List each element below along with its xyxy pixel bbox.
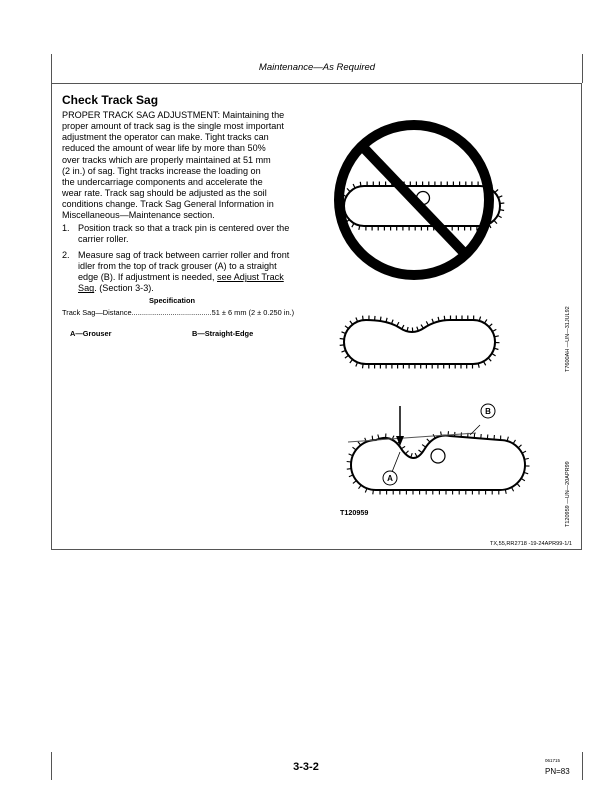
intro-paragraph [62, 110, 312, 222]
intro-line: (2 in.) of sag. Tight tracks increase the loading on [62, 165, 261, 176]
grouser-tooth [402, 325, 404, 329]
legend-grouser: A—Grouser [70, 329, 112, 338]
grouser-tooth [353, 447, 357, 450]
grouser-tooth [426, 321, 428, 325]
step-number: 2. [62, 250, 70, 260]
grouser-tooth [494, 220, 497, 223]
intro-line: adjustment the operator can make. Tight tracks can [62, 132, 269, 143]
grouser-tooth [498, 196, 502, 198]
running-head: Maintenance—As Required [258, 62, 376, 73]
step-line [78, 272, 322, 283]
step-text: edge (B). If adjustment is needed, [78, 272, 218, 283]
prohibited-sign-icon [339, 125, 489, 275]
page-number: 3-3-2 [293, 761, 319, 773]
grouser-tooth [405, 451, 408, 454]
intro-line: the undercarriage components and accelerate the [62, 176, 263, 187]
grouser-tooth [359, 485, 362, 489]
grouser-tooth [401, 446, 405, 448]
legend-straight-edge: B—Straight-Edge [192, 329, 254, 338]
grouser-tooth [363, 364, 364, 369]
correct-track-illustration [340, 316, 500, 369]
document-code: 061715 [545, 758, 561, 763]
grouser-tooth [356, 318, 358, 322]
grouser-tooth [432, 319, 434, 323]
grouser-tooth [345, 326, 349, 329]
grouser-tooth [345, 355, 349, 358]
grouser-tooth [492, 354, 496, 356]
grouser-tooth [372, 436, 373, 441]
intro-line: proper amount of track sag is the single most important [62, 121, 284, 132]
leader-a [392, 452, 400, 472]
grouser-tooth [380, 317, 381, 321]
grouser-tooth [340, 345, 345, 346]
grouser-tooth [356, 362, 358, 366]
grouser-tooth [352, 223, 354, 227]
section-title: Check Track Sag [62, 93, 159, 107]
grouser-tooth [347, 462, 352, 463]
grouser-tooth [419, 450, 423, 453]
spec-track-sag-distance: Track Sag—Distance.......................................51 ± 6 mm (2 ± 0.250 in.) [62, 308, 295, 317]
adjust-track-sag-link-continued[interactable]: Sag [78, 283, 95, 294]
grouser-tooth [444, 316, 445, 321]
grouser-tooth [500, 203, 505, 204]
grouser-tooth [342, 332, 346, 334]
callout-a-letter: A [387, 474, 393, 483]
figure-label: T120959 [340, 508, 369, 517]
grouser-tooth [363, 316, 364, 321]
step-text: . (Section 3-3). [94, 283, 154, 294]
grouser-tooth [350, 359, 353, 363]
grouser-tooth [422, 445, 426, 448]
grouser-tooth [392, 320, 394, 324]
intro-line: over tracks which are properly maintained at 51 mm [62, 154, 271, 165]
step-number: 1. [62, 223, 70, 233]
grouser-tooth [485, 319, 487, 323]
grouser-tooth [373, 490, 374, 494]
grouser-tooth [353, 481, 357, 484]
intro-line: reduced the amount of wear life by more than 50% [62, 143, 266, 154]
grouser-tooth [488, 358, 491, 361]
step-line: Measure sag of track between carrier roller and front [78, 250, 290, 260]
step-line: Position track so that a track pin is centered over the [78, 223, 290, 233]
intro-line: conditions change. Track Sag General Information in [62, 199, 274, 210]
callout-b-letter: B [485, 407, 491, 416]
grouser-tooth [518, 445, 521, 448]
grouser-tooth [521, 478, 525, 480]
side-id-top: T7600AH —UN—31JUL92 [565, 306, 571, 372]
pn-number: PN=83 [545, 767, 570, 776]
grouser-tooth [360, 182, 361, 186]
intro-line: wear rate. Track sag should be adjusted as the soil [62, 188, 267, 199]
grouser-tooth [358, 442, 361, 446]
grouser-tooth [513, 440, 515, 444]
grouser-tooth [489, 324, 492, 327]
intro-line: PROPER TRACK SAG ADJUSTMENT: Maintaining the [62, 110, 285, 120]
grouser-tooth [350, 321, 353, 325]
grouser-tooth [427, 439, 430, 442]
grouser-tooth [397, 322, 399, 326]
grouser-tooth [340, 339, 345, 340]
step-line [78, 283, 322, 294]
grouser-tooth [421, 325, 424, 329]
track-grousers-correct [340, 316, 500, 369]
side-id-bottom: T120959 —UN—20APR99 [565, 461, 571, 527]
reference-code: TX,55,RR2718 -19-24APR99-1/1 [489, 541, 572, 547]
intro-line: Miscellaneous—Maintenance section. [62, 210, 215, 221]
spec-heading: Specification [149, 296, 195, 305]
grouser-tooth [347, 188, 350, 191]
adjust-track-sag-link[interactable]: see Adjust Track [217, 272, 284, 283]
track-outline-correct [344, 320, 495, 364]
grouser-tooth [347, 469, 352, 470]
step-line: carrier roller. [78, 234, 129, 245]
track-illustrations [330, 88, 552, 528]
grouser-tooth [342, 350, 346, 352]
grouser-tooth [495, 190, 498, 193]
carrier-roller [431, 449, 445, 463]
step-line: idler from the top of track grouser (A) to a straight [78, 261, 277, 272]
grouser-tooth [517, 483, 520, 486]
sag-measurement-illustration [347, 404, 530, 495]
